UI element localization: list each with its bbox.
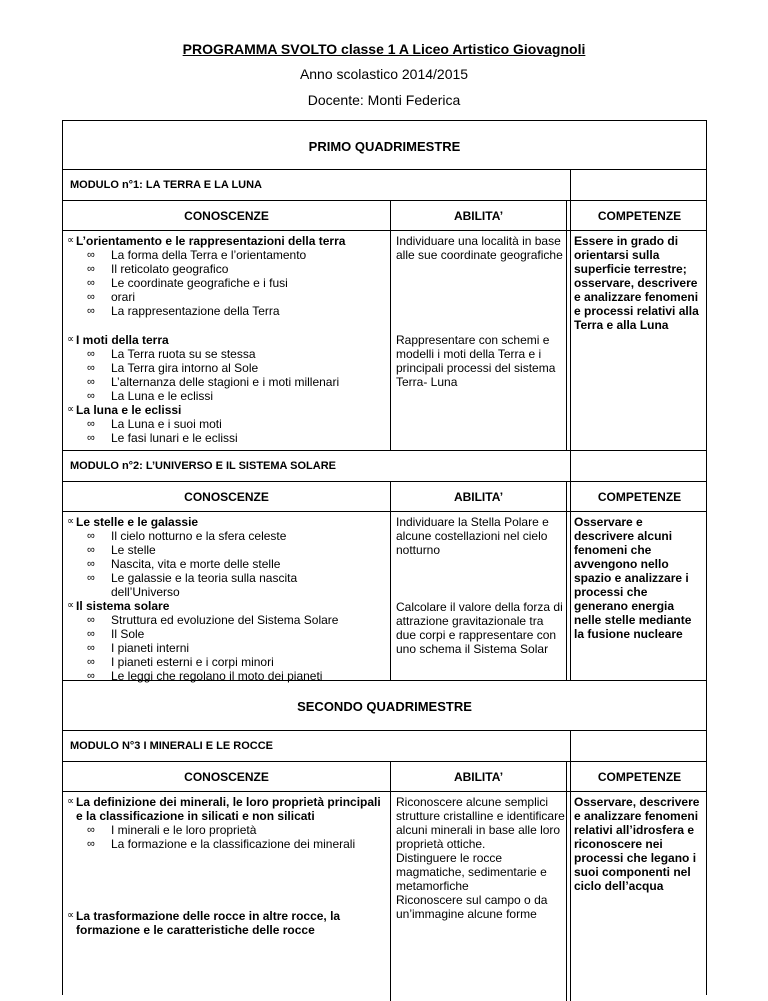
col-header-conoscenze: CONOSCENZE — [184, 209, 269, 223]
topic: ∝ I moti della terra — [67, 333, 385, 347]
topic: ∝ La trasformazione delle rocce in altre rocce, la formazione e le caratteristiche delle rocce — [67, 909, 385, 937]
section-secondo-quadrimestre: SECONDO QUADRIMESTRE — [297, 699, 472, 714]
list-item: ∞ La Luna e i suoi moti — [67, 417, 385, 431]
col-header-competenze: COMPETENZE — [597, 770, 682, 784]
module-2-abilita-1: Individuare la Stella Polare e alcune costellazioni nel cielo notturno — [396, 515, 549, 557]
list-item: ∞ I minerali e le loro proprietà — [67, 823, 385, 837]
list-item: ∞ Le galassie e la teoria sulla nascita dell’Universo — [67, 571, 385, 599]
col-header-abilita: ABILITA’ — [453, 209, 504, 223]
module-3-conoscenze — [67, 795, 385, 851]
list-item: ∞ La Terra ruota su se stessa — [67, 347, 385, 361]
list-item: ∞ I pianeti interni — [67, 641, 385, 655]
topic: ∝ Le stelle e le galassie — [67, 515, 385, 529]
list-item: ∞ Le fasi lunari e le eclissi — [67, 431, 385, 445]
list-item: ∞ Le stelle — [67, 543, 385, 557]
section-primo-quadrimestre: PRIMO QUADRIMESTRE — [308, 139, 461, 154]
module-1-conoscenze-2 — [67, 333, 385, 445]
list-item: ∞ Le leggi che regolano il moto dei pianeti — [67, 669, 385, 683]
list-item: ∞ La formazione e la classificazione dei minerali — [67, 837, 385, 851]
col-header-conoscenze: CONOSCENZE — [184, 490, 269, 504]
module-2-abilita-2: Calcolare il valore della forza di attrazione gravitazionale tra due corpi e rappresentare con uno schema il Sistema Solar — [396, 600, 563, 656]
col-header-abilita: ABILITA’ — [453, 490, 504, 504]
list-item: ∞ Nascita, vita e morte delle stelle — [67, 557, 385, 571]
module-1-abilita-2: Rappresentare con schemi e modelli i moti della Terra e i principali processi del sistema Terra- Luna — [396, 333, 556, 389]
teacher: Docente: Monti Federica — [307, 92, 461, 108]
list-item: ∞ Il Sole — [67, 627, 385, 641]
list-item: ∞ orari — [67, 290, 385, 304]
module-1-conoscenze — [67, 234, 385, 318]
list-item: ∞ La rappresentazione della Terra — [67, 304, 385, 318]
module-2-competenze: Osservare e descrivere alcuni fenomeni che avvengono nello spazio e analizzare i processi che generano energia nelle stelle mediante la fusione nucleare — [574, 515, 692, 641]
topic: ∝ Il sistema solare — [67, 599, 385, 613]
col-header-abilita: ABILITA’ — [453, 770, 504, 784]
module-3-conoscenze-2 — [67, 909, 385, 937]
col-header-competenze: COMPETENZE — [597, 490, 682, 504]
module-3-abilita-2: Distinguere le rocce magmatiche, sedimentarie e metamorfiche — [396, 851, 547, 893]
list-item: ∞ I pianeti esterni e i corpi minori — [67, 655, 385, 669]
topic: ∝ La luna e le eclissi — [67, 403, 385, 417]
list-item: ∞ L’alternanza delle stagioni e i moti millenari — [67, 375, 385, 389]
topic: ∝ La definizione dei minerali, le loro proprietà principali e la classificazione in silicati e non silicati — [67, 795, 385, 823]
list-item: ∞ Le coordinate geografiche e i fusi — [67, 276, 385, 290]
module-2-conoscenze — [67, 515, 385, 683]
program-table — [62, 120, 707, 995]
list-item: ∞ La Terra gira intorno al Sole — [67, 361, 385, 375]
module-3-abilita-3: Riconoscere sul campo o da un’immagine alcune forme — [396, 893, 548, 921]
module-3-competenze: Osservare, descrivere e analizzare fenomeni relativi all’idrosfera e riconoscere nei processi che legano i suoi componenti nel ciclo dell’acqua — [574, 795, 700, 893]
topic: ∝ L’orientamento e le rappresentazioni della terra — [67, 234, 385, 248]
col-header-conoscenze: CONOSCENZE — [184, 770, 269, 784]
document-title: PROGRAMMA SVOLTO classe 1 A Liceo Artistico Giovagnoli — [182, 41, 586, 57]
module-2-title: MODULO n°2: L’UNIVERSO E IL SISTEMA SOLARE — [70, 460, 336, 472]
list-item: ∞ Il cielo notturno e la sfera celeste — [67, 529, 385, 543]
module-1-competenze: Essere in grado di orientarsi sulla superficie terrestre; osservare, descrivere e analizzare fenomeni e processi relativi alla Terra e alla Luna — [574, 234, 699, 332]
list-item: ∞ Il reticolato geografico — [67, 262, 385, 276]
list-item: ∞ La forma della Terra e l’orientamento — [67, 248, 385, 262]
list-item: ∞ Struttura ed evoluzione del Sistema Solare — [67, 613, 385, 627]
module-3-abilita-1: Riconoscere alcune semplici strutture cristalline e identificare alcuni minerali in base alle loro proprietà ottiche. — [396, 795, 565, 851]
col-header-competenze: COMPETENZE — [597, 209, 682, 223]
list-item: ∞ La Luna e le eclissi — [67, 389, 385, 403]
school-year: Anno scolastico 2014/2015 — [299, 66, 469, 82]
module-1-title: MODULO n°1: LA TERRA E LA LUNA — [70, 179, 262, 191]
module-3-title: MODULO N°3 I MINERALI E LE ROCCE — [70, 740, 274, 752]
module-1-abilita-1: Individuare una località in base alle sue coordinate geografiche — [396, 234, 563, 262]
